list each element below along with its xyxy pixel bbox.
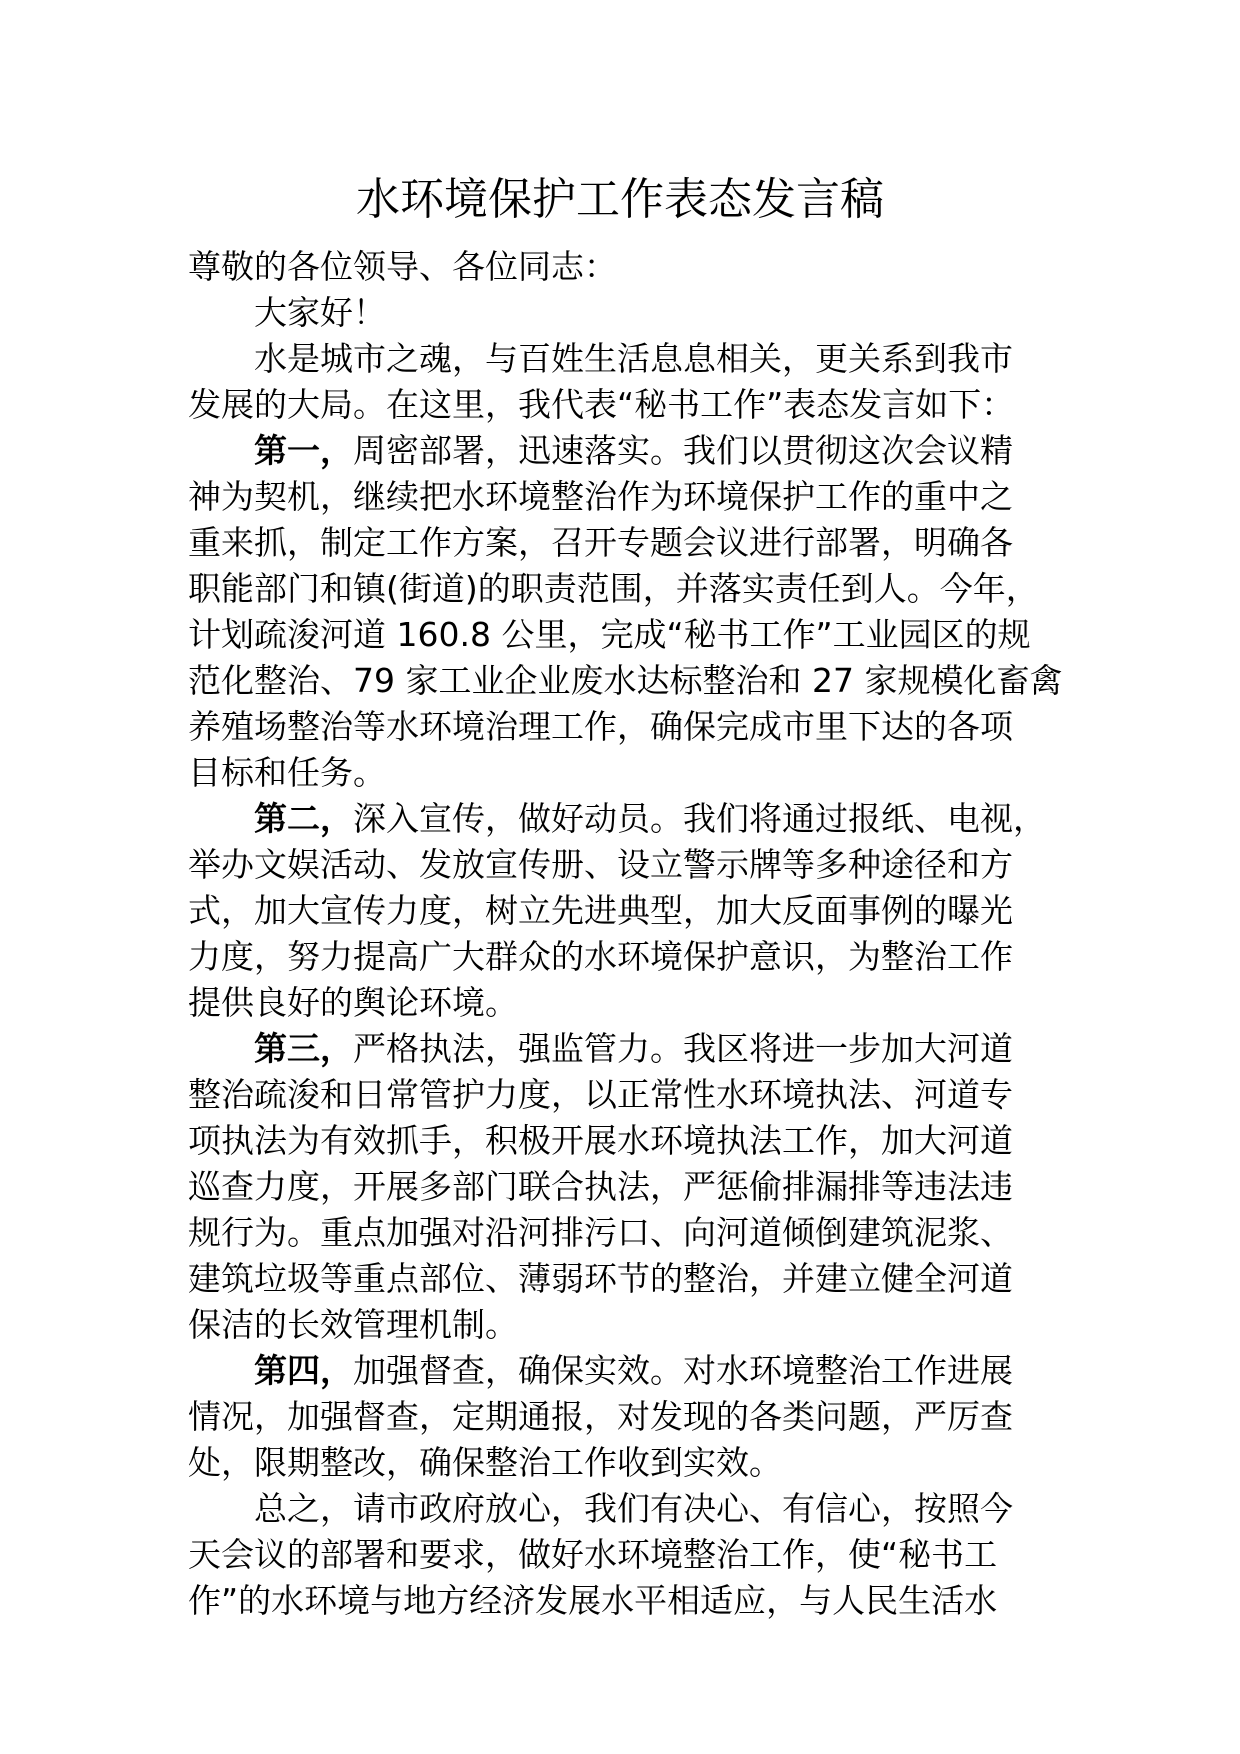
point4-line: 处，限期整改，确保整治工作收到实效。 <box>188 1443 782 1482</box>
point2-line: 举办文娱活动、发放宣传册、设立警示牌等多种途径和方 <box>188 845 1013 884</box>
point3-line: 规行为。重点加强对沿河排污口、向河道倾倒建筑泥浆、 <box>188 1213 1013 1252</box>
point4-line: 情况，加强督查，定期通报，对发现的各类问题，严厉查 <box>188 1397 1013 1436</box>
point2-text: 深入宣传，做好动员。我们将通过报纸、电视， <box>353 799 1046 838</box>
point3-line: 项执法为有效抓手，积极开展水环境执法工作，加大河道 <box>188 1121 1013 1160</box>
point3-line: 建筑垃圾等重点部位、薄弱环节的整治，并建立健全河道 <box>188 1259 1013 1298</box>
point2-line: 式，加大宣传力度，树立先进典型，加大反面事例的曝光 <box>188 891 1013 930</box>
point1-line: 养殖场整治等水环境治理工作，确保完成市里下达的各项 <box>188 707 1013 746</box>
point1-first-line <box>188 428 1068 474</box>
point3-line: 保洁的长效管理机制。 <box>188 1305 518 1344</box>
point1-line: 重来抓，制定工作方案，召开专题会议进行部署，明确各 <box>188 523 1013 562</box>
greeting: 大家好！ <box>254 293 386 332</box>
point2-first-line <box>188 796 1068 842</box>
point1-line: 神为契机，继续把水环境整治作为环境保护工作的重中之 <box>188 477 1013 516</box>
point3-heading: 第三， <box>254 1029 353 1068</box>
point3-text: 严格执法，强监管力。我区将进一步加大河道 <box>353 1029 1013 1068</box>
point1-heading: 第一， <box>254 431 353 470</box>
point1-line: 计划疏浚河道 160.8 公里，完成“秘书工作”工业园区的规 <box>188 615 1031 654</box>
point3-line: 整治疏浚和日常管护力度，以正常性水环境执法、河道专 <box>188 1075 1013 1114</box>
point2-line: 提供良好的舆论环境。 <box>188 983 518 1022</box>
conclusion-line: 天会议的部署和要求，做好水环境整治工作，使“秘书工 <box>188 1535 998 1574</box>
salutation: 尊敬的各位领导、各位同志： <box>188 247 617 286</box>
point1-line: 范化整治、79 家工业企业废水达标整治和 27 家规模化畜禽 <box>188 661 1063 700</box>
point1-line: 目标和任务。 <box>188 753 386 792</box>
point2-heading: 第二， <box>254 799 353 838</box>
intro-line: 水是城市之魂，与百姓生活息息相关，更关系到我市 <box>254 339 1013 378</box>
point3-line: 巡查力度，开展多部门联合执法，严惩偷排漏排等违法违 <box>188 1167 1013 1206</box>
document-title: 水环境保护工作表态发言稿 <box>356 174 884 225</box>
document-body <box>188 244 1068 1624</box>
point1-line: 职能部门和镇(街道)的职责范围，并落实责任到人。今年， <box>188 569 1039 608</box>
point4-heading: 第四， <box>254 1351 353 1390</box>
point4-first-line <box>188 1348 1068 1394</box>
point3-first-line <box>188 1026 1068 1072</box>
conclusion-line: 作”的水环境与地方经济发展水平相适应，与人民生活水 <box>188 1581 998 1620</box>
point4-text: 加强督查，确保实效。对水环境整治工作进展 <box>353 1351 1013 1390</box>
intro-line: 发展的大局。在这里，我代表“秘书工作”表态发言如下： <box>188 385 1015 424</box>
point2-line: 力度，努力提高广大群众的水环境保护意识，为整治工作 <box>188 937 1013 976</box>
point1-text: 周密部署，迅速落实。我们以贯彻这次会议精 <box>353 431 1013 470</box>
conclusion-line: 总之，请市政府放心，我们有决心、有信心，按照今 <box>254 1489 1013 1528</box>
